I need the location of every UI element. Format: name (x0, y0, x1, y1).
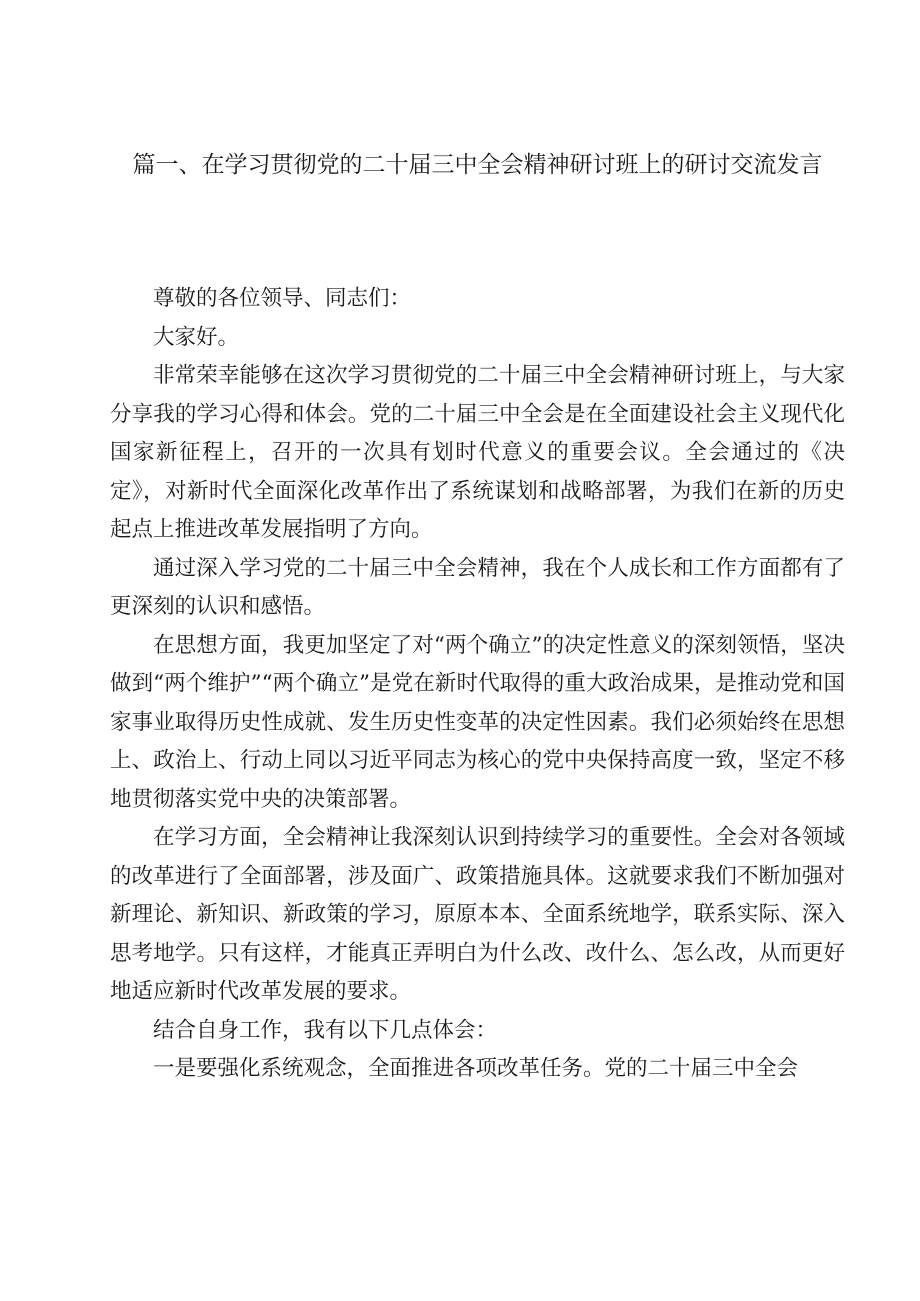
paragraph-work-intro: 结合自身工作，我有以下几点体会： (153, 1017, 498, 1043)
paragraph-point-one: 一是要强化系统观念，全面推进各项改革任务。党的二十届三中全会 (153, 1056, 799, 1081)
paragraph-thought: 在思想方面，我更加坚定了对“两个确立”的决定性意义的深刻领悟，坚决做到“两个维护”“两个确立”是党在新时代取得的重大政治成果，是推动党和国家事业取得历史性成就、发生历史性变革的决定性因素。我们必须始终在思想上、政治上、行动上同以习近平同志为核心的党中央保持高度一致，坚定不移地贯彻落实党中央的决策部署。 (110, 632, 845, 812)
paragraph-study-summary: 通过深入学习党的二十届三中全会精神，我在个人成长和工作方面都有了更深刻的认识和感悟。 (110, 555, 845, 619)
paragraph-intro: 非常荣幸能够在这次学习贯彻党的二十届三中全会精神研讨班上，与大家分享我的学习心得和体会。党的二十届三中全会是在全面建设社会主义现代化国家新征程上，召开的一次具有划时代意义的重要会议。全会通过的《决定》，对新时代全面深化改革作出了系统谋划和战略部署，为我们在新的历史起点上推进改革发展指明了方向。 (110, 363, 845, 542)
document-body (110, 280, 845, 1089)
paragraph-greeting: 大家好。 (153, 324, 240, 350)
document-title: 篇一、在学习贯彻党的二十届三中全会精神研讨班上的研讨交流发言 (132, 152, 823, 178)
paragraph-learning: 在学习方面，全会精神让我深刻认识到持续学习的重要性。全会对各领域的改革进行了全面部署，涉及面广、政策措施具体。这就要求我们不断加强对新理论、新知识、新政策的学习，原原本本、全面系统地学，联系实际、深入思考地学。只有这样，才能真正弄明白为什么改、改什么、怎么改，从而更好地适应新时代改革发展的要求。 (110, 825, 845, 1004)
paragraph-salutation: 尊敬的各位领导、同志们： (153, 286, 412, 311)
